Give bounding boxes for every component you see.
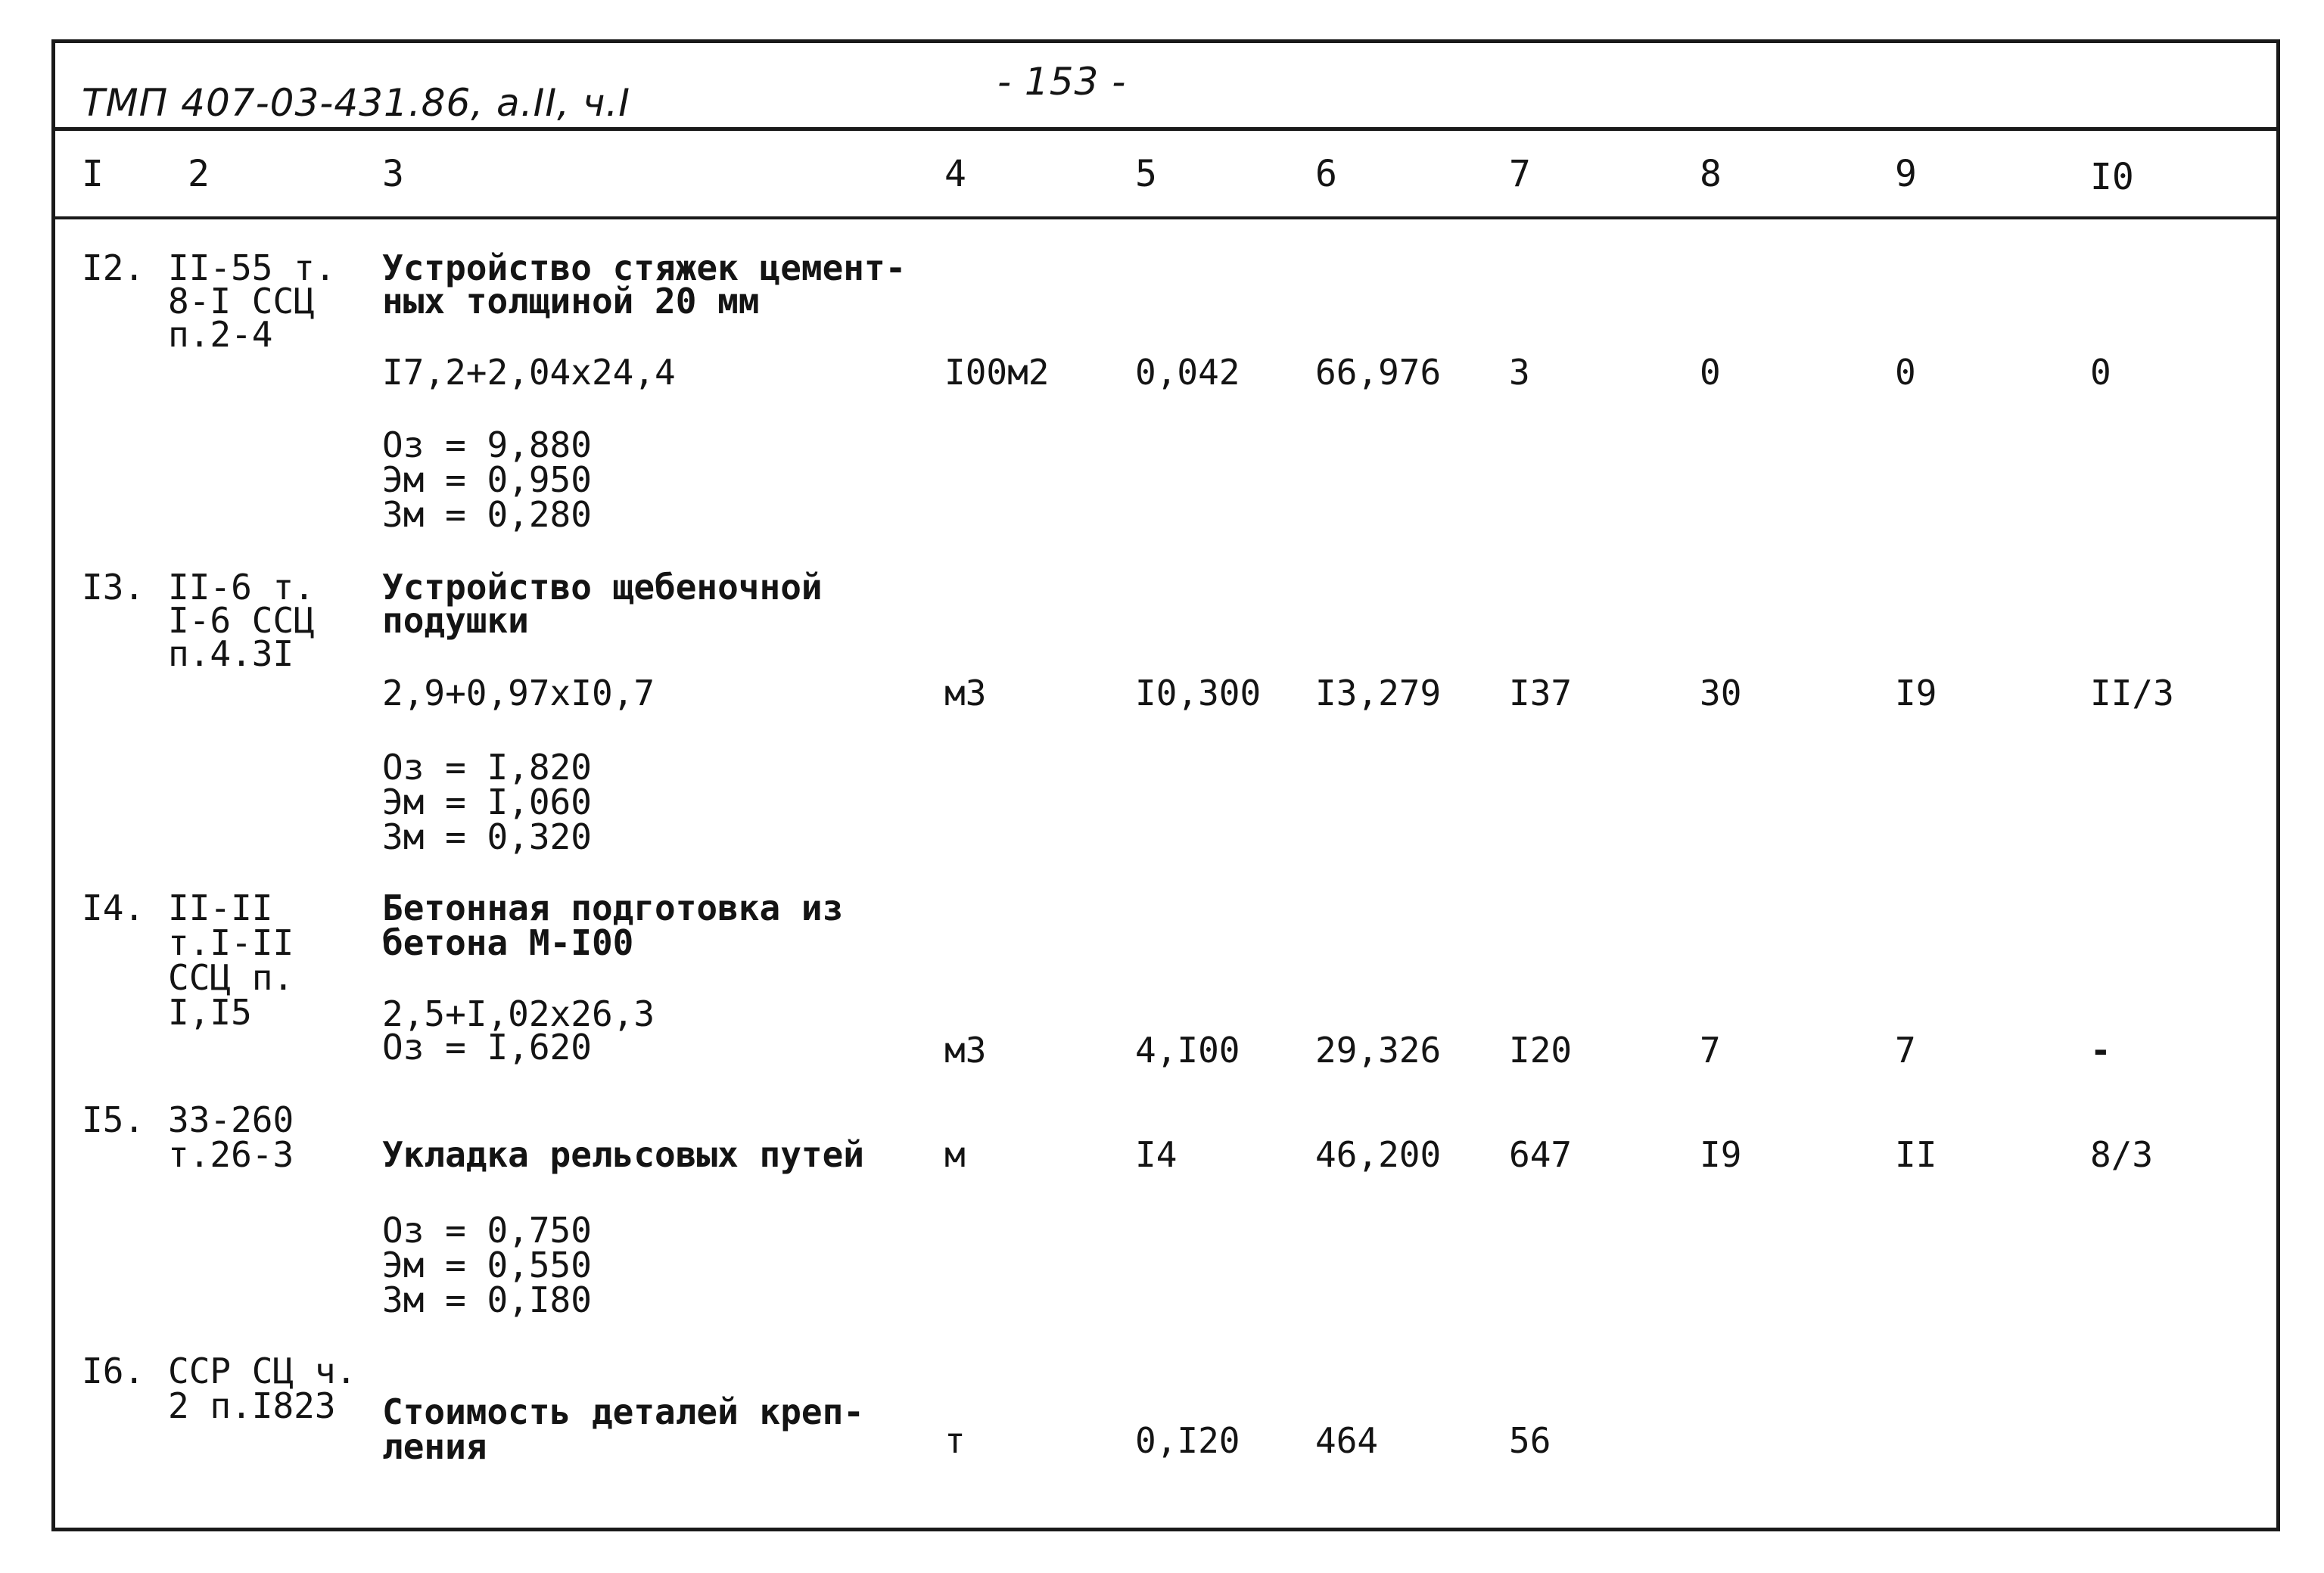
row-number: I2.: [82, 247, 145, 288]
cell-col10: 8/3: [2090, 1134, 2154, 1175]
quantity: I0,300: [1135, 673, 1262, 713]
rate-code: ССЦ п.: [168, 957, 294, 998]
page-number: - 153 -: [997, 60, 1127, 104]
unit: т: [944, 1420, 966, 1461]
coefficient-note: Оз = I,620: [382, 1027, 592, 1068]
cell-col10: II/3: [2090, 673, 2174, 713]
column-header-rule: [51, 216, 2280, 219]
column-header-1: I: [82, 153, 104, 195]
header-rule: [51, 127, 2280, 131]
calculation-formula: 2,5+I,02х26,3: [382, 993, 655, 1034]
cell-col8: 7: [1700, 1030, 1721, 1071]
calculation-formula: I7,2+2,04х24,4: [382, 352, 676, 393]
work-description: Стоимость деталей креп-: [382, 1391, 864, 1432]
cell-col10: -: [2090, 1030, 2111, 1071]
column-header-5: 5: [1135, 153, 1157, 195]
cell-col7: 3: [1509, 352, 1530, 393]
coefficient-note: Эм = 0,950: [382, 459, 592, 500]
cell-col9: II: [1895, 1134, 1937, 1175]
quantity: 4,I00: [1135, 1030, 1240, 1071]
calculation-formula: 2,9+0,97хI0,7: [382, 673, 655, 713]
work-description: бетона М-I00: [382, 922, 634, 963]
cell-col8: 0: [1700, 352, 1721, 393]
coefficient-note: Оз = 9,880: [382, 424, 592, 465]
rate-code: II-6 т.: [168, 567, 315, 608]
column-header-10: I0: [2090, 156, 2134, 198]
unit-price: 66,976: [1315, 352, 1442, 393]
coefficient-note: Зм = 0,320: [382, 816, 592, 857]
quantity: 0,I20: [1135, 1420, 1240, 1461]
rate-code: т.26-3: [168, 1134, 294, 1175]
cell-col10: 0: [2090, 352, 2111, 393]
cell-col9: I9: [1895, 673, 1937, 713]
row-number: I4.: [82, 888, 145, 928]
coefficient-note: Оз = 0,750: [382, 1210, 592, 1251]
rate-code: II-55 т.: [168, 247, 336, 288]
unit-price: 46,200: [1315, 1134, 1442, 1175]
work-description: ления: [382, 1426, 487, 1467]
work-description: Укладка рельсовых путей: [382, 1134, 864, 1175]
rate-code: т.I-II: [168, 922, 294, 963]
rate-code: I,I5: [168, 992, 252, 1033]
cell-col7: I20: [1509, 1030, 1573, 1071]
document-code: ТМП 407-03-431.86, а.II, ч.I: [82, 81, 631, 125]
quantity: I4: [1135, 1134, 1178, 1175]
column-header-8: 8: [1700, 153, 1722, 195]
rate-code: 2 п.I823: [168, 1385, 336, 1426]
work-description: подушки: [382, 600, 529, 641]
coefficient-note: Эм = 0,550: [382, 1245, 592, 1285]
work-description: ных толщиной 20 мм: [382, 281, 760, 322]
unit: м3: [944, 1030, 987, 1071]
row-number: I6.: [82, 1351, 145, 1391]
unit: м: [944, 1134, 966, 1175]
cell-col7: 56: [1509, 1420, 1551, 1461]
coefficient-note: Эм = I,060: [382, 782, 592, 822]
work-description: Бетонная подготовка из: [382, 888, 844, 928]
column-header-3: 3: [382, 153, 404, 195]
rate-code: 33-260: [168, 1099, 294, 1140]
column-header-9: 9: [1895, 153, 1917, 195]
work-description: Устройство щебеночной: [382, 567, 823, 608]
unit: I00м2: [944, 352, 1050, 393]
rate-code: ССР СЦ ч.: [168, 1351, 357, 1391]
rate-code: п.4.3I: [168, 633, 294, 674]
row-number: I5.: [82, 1099, 145, 1140]
column-header-6: 6: [1315, 153, 1337, 195]
cell-col9: 7: [1895, 1030, 1916, 1071]
cell-col9: 0: [1895, 352, 1916, 393]
column-header-2: 2: [188, 153, 210, 195]
cell-col8: 30: [1700, 673, 1742, 713]
rate-code: 8-I ССЦ: [168, 281, 315, 322]
cell-col7: 647: [1509, 1134, 1573, 1175]
rate-code: I-6 ССЦ: [168, 600, 315, 641]
unit-price: 464: [1315, 1420, 1379, 1461]
quantity: 0,042: [1135, 352, 1240, 393]
coefficient-note: Зм = 0,I80: [382, 1279, 592, 1320]
rate-code: п.2-4: [168, 314, 273, 355]
unit-price: I3,279: [1315, 673, 1442, 713]
column-header-7: 7: [1509, 153, 1531, 195]
row-number: I3.: [82, 567, 145, 608]
cell-col8: I9: [1700, 1134, 1742, 1175]
unit: м3: [944, 673, 987, 713]
cell-col7: I37: [1509, 673, 1573, 713]
coefficient-note: Оз = I,820: [382, 747, 592, 788]
work-description: Устройство стяжек цемент-: [382, 247, 907, 288]
rate-code: II-II: [168, 888, 273, 928]
column-header-4: 4: [944, 153, 966, 195]
unit-price: 29,326: [1315, 1030, 1442, 1071]
coefficient-note: Зм = 0,280: [382, 494, 592, 535]
